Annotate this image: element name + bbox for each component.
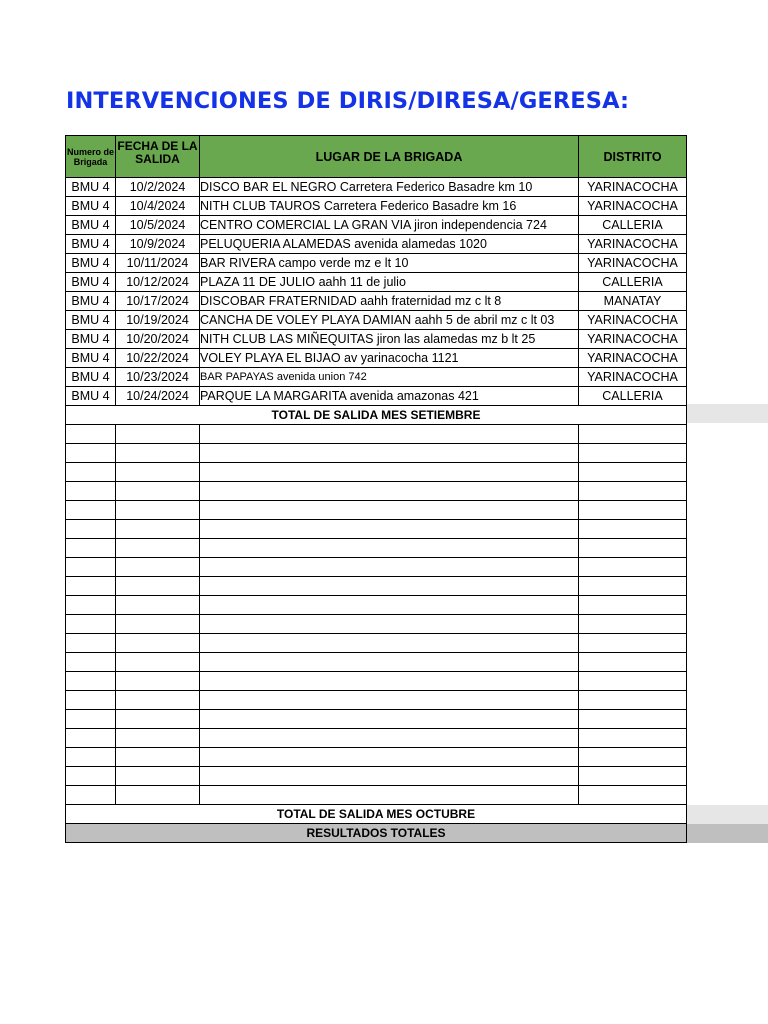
table-row [66,178,687,197]
empty-row [66,463,687,482]
empty-cell[interactable] [579,767,687,786]
lugar-cell[interactable]: DISCO BAR EL NEGRO Carretera Federico Basadre km 10 [200,178,579,197]
empty-cell[interactable] [66,653,116,672]
total-setiembre-band [686,404,768,423]
brigada-cell[interactable]: BMU 4 [66,368,116,387]
empty-cell[interactable] [200,539,579,558]
page-title: INTERVENCIONES DE DIRIS/DIRESA/GERESA: [66,88,630,114]
lugar-cell[interactable]: BAR RIVERA campo verde mz e lt 10 [200,254,579,273]
empty-cell[interactable] [66,748,116,767]
empty-cell[interactable] [579,444,687,463]
empty-cell[interactable] [579,729,687,748]
total-octubre-band [686,805,768,824]
empty-row [66,444,687,463]
empty-cell[interactable] [200,596,579,615]
empty-row [66,729,687,748]
empty-cell[interactable] [579,615,687,634]
empty-cell[interactable] [579,691,687,710]
empty-cell[interactable] [579,653,687,672]
lugar-cell[interactable]: PELUQUERIA ALAMEDAS avenida alamedas 1020 [200,235,579,254]
empty-cell[interactable] [579,596,687,615]
total-setiembre-row-label[interactable]: TOTAL DE SALIDA MES SETIEMBRE [66,406,687,425]
empty-cell[interactable] [66,444,116,463]
empty-cell[interactable] [579,501,687,520]
empty-cell[interactable] [66,482,116,501]
empty-cell[interactable] [66,786,116,805]
fecha-cell[interactable]: 10/2/2024 [116,178,200,197]
empty-cell[interactable] [116,615,200,634]
header-row [66,136,687,178]
empty-row [66,577,687,596]
empty-cell[interactable] [116,482,200,501]
header-fecha-salida[interactable]: FECHA DE LA SALIDA [116,136,200,178]
empty-cell[interactable] [579,558,687,577]
header-lugar-brigada[interactable]: LUGAR DE LA BRIGADA [200,136,579,178]
fecha-cell[interactable]: 10/24/2024 [116,387,200,406]
empty-row [66,558,687,577]
empty-row [66,520,687,539]
lugar-cell[interactable]: PARQUE LA MARGARITA avenida amazonas 421 [200,387,579,406]
empty-cell[interactable] [116,501,200,520]
empty-cell[interactable] [66,634,116,653]
fecha-cell[interactable]: 10/20/2024 [116,330,200,349]
empty-cell[interactable] [66,501,116,520]
empty-row [66,653,687,672]
empty-cell[interactable] [116,463,200,482]
empty-cell[interactable] [579,672,687,691]
empty-cell[interactable] [200,748,579,767]
distrito-cell[interactable]: CALLERIA [579,216,687,235]
empty-row [66,501,687,520]
empty-cell[interactable] [200,653,579,672]
empty-cell[interactable] [116,729,200,748]
empty-cell[interactable] [116,710,200,729]
distrito-cell[interactable]: YARINACOCHA [579,330,687,349]
total-octubre-row [66,805,687,824]
empty-cell[interactable] [66,463,116,482]
empty-row [66,596,687,615]
empty-cell[interactable] [200,691,579,710]
empty-cell[interactable] [200,786,579,805]
empty-row [66,748,687,767]
empty-cell[interactable] [116,444,200,463]
brigadas-table [65,135,687,843]
fecha-cell[interactable]: 10/17/2024 [116,292,200,311]
total-setiembre-row [66,406,687,425]
brigada-cell[interactable]: BMU 4 [66,292,116,311]
empty-cell[interactable] [116,672,200,691]
empty-cell[interactable] [66,710,116,729]
empty-cell[interactable] [200,482,579,501]
empty-cell[interactable] [200,577,579,596]
empty-cell[interactable] [579,634,687,653]
total-octubre-row-label[interactable]: TOTAL DE SALIDA MES OCTUBRE [66,805,687,824]
fecha-cell[interactable]: 10/4/2024 [116,197,200,216]
brigada-cell[interactable]: BMU 4 [66,254,116,273]
distrito-cell[interactable]: YARINACOCHA [579,254,687,273]
distrito-cell[interactable]: CALLERIA [579,273,687,292]
empty-cell[interactable] [66,596,116,615]
empty-cell[interactable] [66,558,116,577]
table-row [66,349,687,368]
empty-cell[interactable] [200,767,579,786]
brigada-cell[interactable]: BMU 4 [66,349,116,368]
empty-cell[interactable] [66,577,116,596]
resultados-band [686,824,768,843]
empty-row [66,615,687,634]
lugar-cell[interactable]: VOLEY PLAYA EL BIJAO av yarinacocha 1121 [200,349,579,368]
empty-cell[interactable] [66,520,116,539]
fecha-cell[interactable]: 10/19/2024 [116,311,200,330]
distrito-cell[interactable]: YARINACOCHA [579,235,687,254]
header-distrito[interactable]: DISTRITO [579,136,687,178]
empty-cell[interactable] [579,577,687,596]
distrito-cell[interactable]: YARINACOCHA [579,197,687,216]
empty-row [66,425,687,444]
empty-cell[interactable] [200,710,579,729]
empty-cell[interactable] [200,634,579,653]
empty-cell[interactable] [66,691,116,710]
empty-cell[interactable] [200,425,579,444]
table-row [66,368,687,387]
empty-cell[interactable] [116,425,200,444]
empty-cell[interactable] [66,729,116,748]
empty-cell[interactable] [579,539,687,558]
distrito-cell[interactable]: YARINACOCHA [579,311,687,330]
empty-row [66,691,687,710]
brigada-cell[interactable]: BMU 4 [66,197,116,216]
fecha-cell[interactable]: 10/22/2024 [116,349,200,368]
empty-cell[interactable] [116,539,200,558]
empty-cell[interactable] [116,596,200,615]
brigada-cell[interactable]: BMU 4 [66,273,116,292]
distrito-cell[interactable]: YARINACOCHA [579,368,687,387]
empty-row [66,786,687,805]
empty-cell[interactable] [579,463,687,482]
empty-cell[interactable] [200,729,579,748]
lugar-cell[interactable]: CANCHA DE VOLEY PLAYA DAMIAN aahh 5 de abril mz c lt 03 [200,311,579,330]
empty-cell[interactable] [579,786,687,805]
brigada-cell[interactable]: BMU 4 [66,216,116,235]
brigada-cell[interactable]: BMU 4 [66,235,116,254]
brigada-cell[interactable]: BMU 4 [66,178,116,197]
header-numero-brigada[interactable]: Numero de Brigada [66,136,116,178]
table-row [66,330,687,349]
empty-cell[interactable] [116,691,200,710]
resultados-totales-row [66,824,687,843]
empty-row [66,539,687,558]
lugar-cell[interactable]: NITH CLUB TAUROS Carretera Federico Basadre km 16 [200,197,579,216]
empty-cell[interactable] [116,767,200,786]
empty-cell[interactable] [200,520,579,539]
empty-row [66,672,687,691]
table-row [66,254,687,273]
table-row [66,273,687,292]
empty-cell[interactable] [66,767,116,786]
empty-cell[interactable] [579,425,687,444]
empty-cell[interactable] [66,539,116,558]
empty-cell[interactable] [200,444,579,463]
resultados-totales-row-label[interactable]: RESULTADOS TOTALES [66,824,687,843]
brigada-cell[interactable]: BMU 4 [66,311,116,330]
empty-row [66,634,687,653]
empty-cell[interactable] [200,463,579,482]
empty-cell[interactable] [116,786,200,805]
empty-cell[interactable] [66,615,116,634]
fecha-cell[interactable]: 10/5/2024 [116,216,200,235]
empty-cell[interactable] [116,558,200,577]
fecha-cell[interactable]: 10/9/2024 [116,235,200,254]
fecha-cell[interactable]: 10/11/2024 [116,254,200,273]
empty-cell[interactable] [116,748,200,767]
fecha-cell[interactable]: 10/12/2024 [116,273,200,292]
table-row [66,235,687,254]
table-row [66,216,687,235]
empty-cell[interactable] [200,501,579,520]
empty-cell[interactable] [579,748,687,767]
empty-cell[interactable] [116,520,200,539]
lugar-cell[interactable]: CENTRO COMERCIAL LA GRAN VIA jiron independencia 724 [200,216,579,235]
distrito-cell[interactable]: YARINACOCHA [579,178,687,197]
empty-cell[interactable] [579,520,687,539]
distrito-cell[interactable]: MANATAY [579,292,687,311]
brigada-cell[interactable]: BMU 4 [66,330,116,349]
empty-cell[interactable] [116,634,200,653]
fecha-cell[interactable]: 10/23/2024 [116,368,200,387]
table-row [66,387,687,406]
distrito-cell[interactable]: CALLERIA [579,387,687,406]
empty-cell[interactable] [116,577,200,596]
empty-cell[interactable] [200,615,579,634]
empty-cell[interactable] [200,558,579,577]
lugar-cell[interactable]: BAR PAPAYAS avenida union 742 [200,368,579,387]
empty-cell[interactable] [116,653,200,672]
distrito-cell[interactable]: YARINACOCHA [579,349,687,368]
empty-cell[interactable] [66,672,116,691]
table-row [66,197,687,216]
brigada-cell[interactable]: BMU 4 [66,387,116,406]
empty-row [66,767,687,786]
lugar-cell[interactable]: DISCOBAR FRATERNIDAD aahh fraternidad mz c lt 8 [200,292,579,311]
empty-cell[interactable] [66,425,116,444]
table-row [66,311,687,330]
empty-cell[interactable] [200,672,579,691]
lugar-cell[interactable]: PLAZA 11 DE JULIO aahh 11 de julio [200,273,579,292]
lugar-cell[interactable]: NITH CLUB LAS MIÑEQUITAS jiron las alamedas mz b lt 25 [200,330,579,349]
empty-cell[interactable] [579,482,687,501]
empty-cell[interactable] [579,710,687,729]
empty-row [66,710,687,729]
table-row [66,292,687,311]
empty-row [66,482,687,501]
